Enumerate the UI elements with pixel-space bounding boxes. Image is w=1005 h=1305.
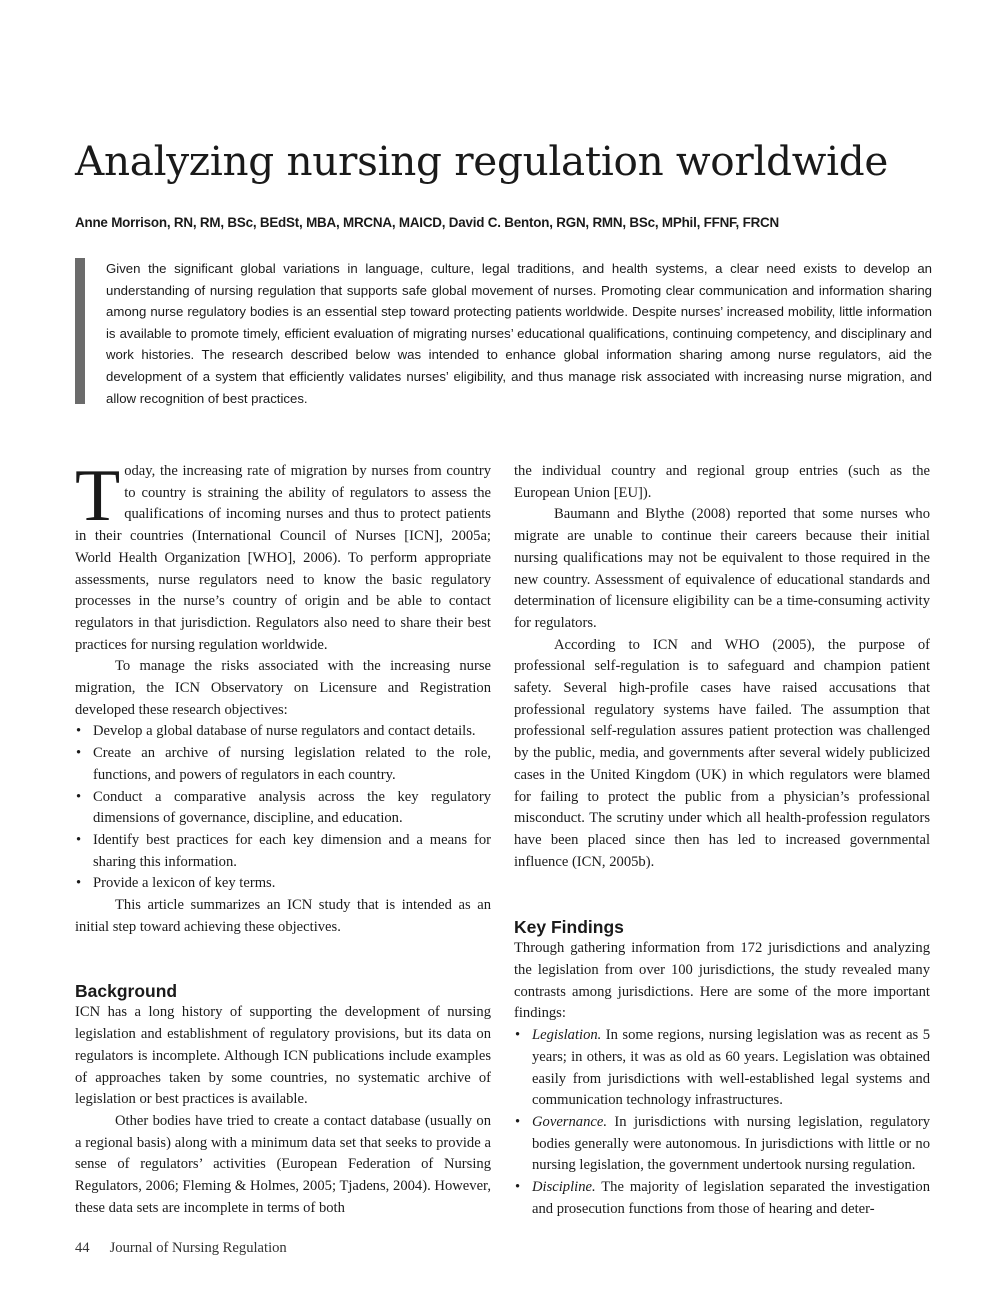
finding-term: Discipline. — [532, 1179, 596, 1196]
finding-text: In some regions, nursing legislation was as recent as 5 years; in others, it was as old as 60 years. Legislation was obtained easily from jurisdictions with well-established legal systems and communication technology infrastructures. — [532, 1027, 930, 1109]
continued-paragraph: the individual country and regional group entries (such as the European Union [EU]). — [514, 463, 930, 501]
list-item — [514, 1025, 930, 1112]
finding-text: The majority of legislation separated the investigation and prosecution functions from those of hearing and deter- — [532, 1179, 930, 1217]
finding-term: Legislation. — [532, 1027, 602, 1044]
left-column — [75, 455, 491, 1220]
list-item: • Create an archive of nursing legislation related to the role, functions, and powers of regulators in each country. — [75, 743, 491, 786]
finding-text: In jurisdictions with nursing legislation, regulatory bodies generally were autonomous. In jurisdictions with little or no nursing legislation, the government undertook nursing regulation. — [532, 1113, 930, 1174]
objectives-list — [75, 721, 491, 895]
list-item: • Develop a global database of nurse regulators and contact details. — [75, 721, 491, 743]
key-findings-intro: Through gathering information from 172 jurisdictions and analyzing the legislation from over 100 jurisdictions, the study revealed many contrasts among jurisdictions. Here are some of the more important findings: — [514, 940, 930, 1022]
drop-cap: T — [75, 455, 121, 537]
abstract: Given the significant global variations in language, culture, legal traditions, and health systems, a clear need exists to develop an understanding of nursing regulation that supports safe global movement of nurses. Promoting clear communication and information sharing among nurse regulatory bodies is an essential step toward protecting patients worldwide. Despite nurses’ increased mobility, little information is available to promote timely, efficient evaluation of migrating nurses’ educational qualifications, continuing competency, and disciplinary and work histories. The research described below was intended to enhance global information sharing among nurse regulators, aid the development of a system that efficiently validates nurses’ eligibility, and thus manage risk associated with increasing nurse migration, and allow recognition of best practices. — [106, 261, 932, 406]
body-paragraph: According to ICN and WHO (2005), the purpose of professional self-regulation is to safeguard and champion patient safety. Several high-profile cases have raised accusations that professional regulatory systems have failed. The assumption that professional self-regulation assures patient protection was challenged by the public, media, and governments after several widely publicized cases in the United Kingdom (UK) in which regulators were blamed for failing to protect the public from a physician’s professional misconduct. The scrutiny under which all health-profession regulators have been placed since then has led to increased governmental influence (ICN, 2005b). — [514, 636, 930, 870]
objectives-intro-paragraph: To manage the risks associated with the increasing nurse migration, the ICN Observatory on Licensure and Registration developed these research objectives: — [75, 658, 491, 718]
list-item: • Provide a lexicon of key terms. — [75, 873, 491, 895]
body-paragraph: Baumann and Blythe (2008) reported that some nurses who migrate are unable to continue their careers because their initial nursing qualifications may not be equivalent to those required in the new country. Assessment of equivalence of educational standards and determination of licensure eligibility can be a time-consuming activity for regulators. — [514, 506, 930, 631]
right-column — [514, 461, 930, 1221]
list-item — [514, 1177, 930, 1220]
list-item: • Conduct a comparative analysis across the key regulatory dimensions of governance, discipline, and education. — [75, 787, 491, 830]
background-paragraph: ICN has a long history of supporting the development of nursing legislation and establishment of regulatory provisions, but its data on regulators is incomplete. Although ICN publications include examples of approaches taken by some countries, no systematic archive of legislation or best practices is available. — [75, 1004, 491, 1108]
article-title: Analyzing nursing regulation worldwide — [75, 137, 889, 185]
findings-list — [514, 1025, 930, 1220]
page-number: 44 — [75, 1240, 90, 1256]
summary-paragraph: This article summarizes an ICN study that is intended as an initial step toward achieving these objectives. — [75, 897, 491, 935]
background-heading: Background — [75, 981, 178, 1002]
author-list: Anne Morrison, RN, RM, BSc, BEdSt, MBA, MRCNA, MAICD, David C. Benton, RGN, RMN, BSc, MPhil, FFNF, FRCN — [75, 215, 779, 230]
list-item: • Identify best practices for each key dimension and a means for sharing this information. — [75, 830, 491, 873]
key-findings-heading: Key Findings — [514, 917, 624, 938]
finding-term: Governance. — [532, 1113, 607, 1130]
page-footer — [75, 1238, 287, 1258]
abstract-accent-bar — [75, 258, 85, 404]
background-paragraph: Other bodies have tried to create a contact database (usually on a regional basis) along with a minimum data set that seeks to provide a sense of regulators’ activities (European Federation of Nursing Regulators, 2006; Fleming & Holmes, 2005; Tjadens, 2004). However, these data sets are incomplete in terms of both — [75, 1112, 491, 1216]
list-item — [514, 1112, 930, 1177]
intro-text: oday, the increasing rate of migration by nurses from country to country is straining the ability of regulators to assess the qualifications of incoming nurses and thus to protect patients in their countries (International Council of Nurses [ICN], 2005a; World Health Organization [WHO], 2006). To perform appropriate assessments, nurse regulators need to know the basic regulatory processes in the nurse’s country of origin and be able to contact regulators in that jurisdiction. Regulators also need to share their best practices for nursing regulation worldwide. — [75, 463, 491, 653]
intro-paragraph — [75, 455, 491, 656]
journal-name: Journal of Nursing Regulation — [109, 1240, 287, 1256]
